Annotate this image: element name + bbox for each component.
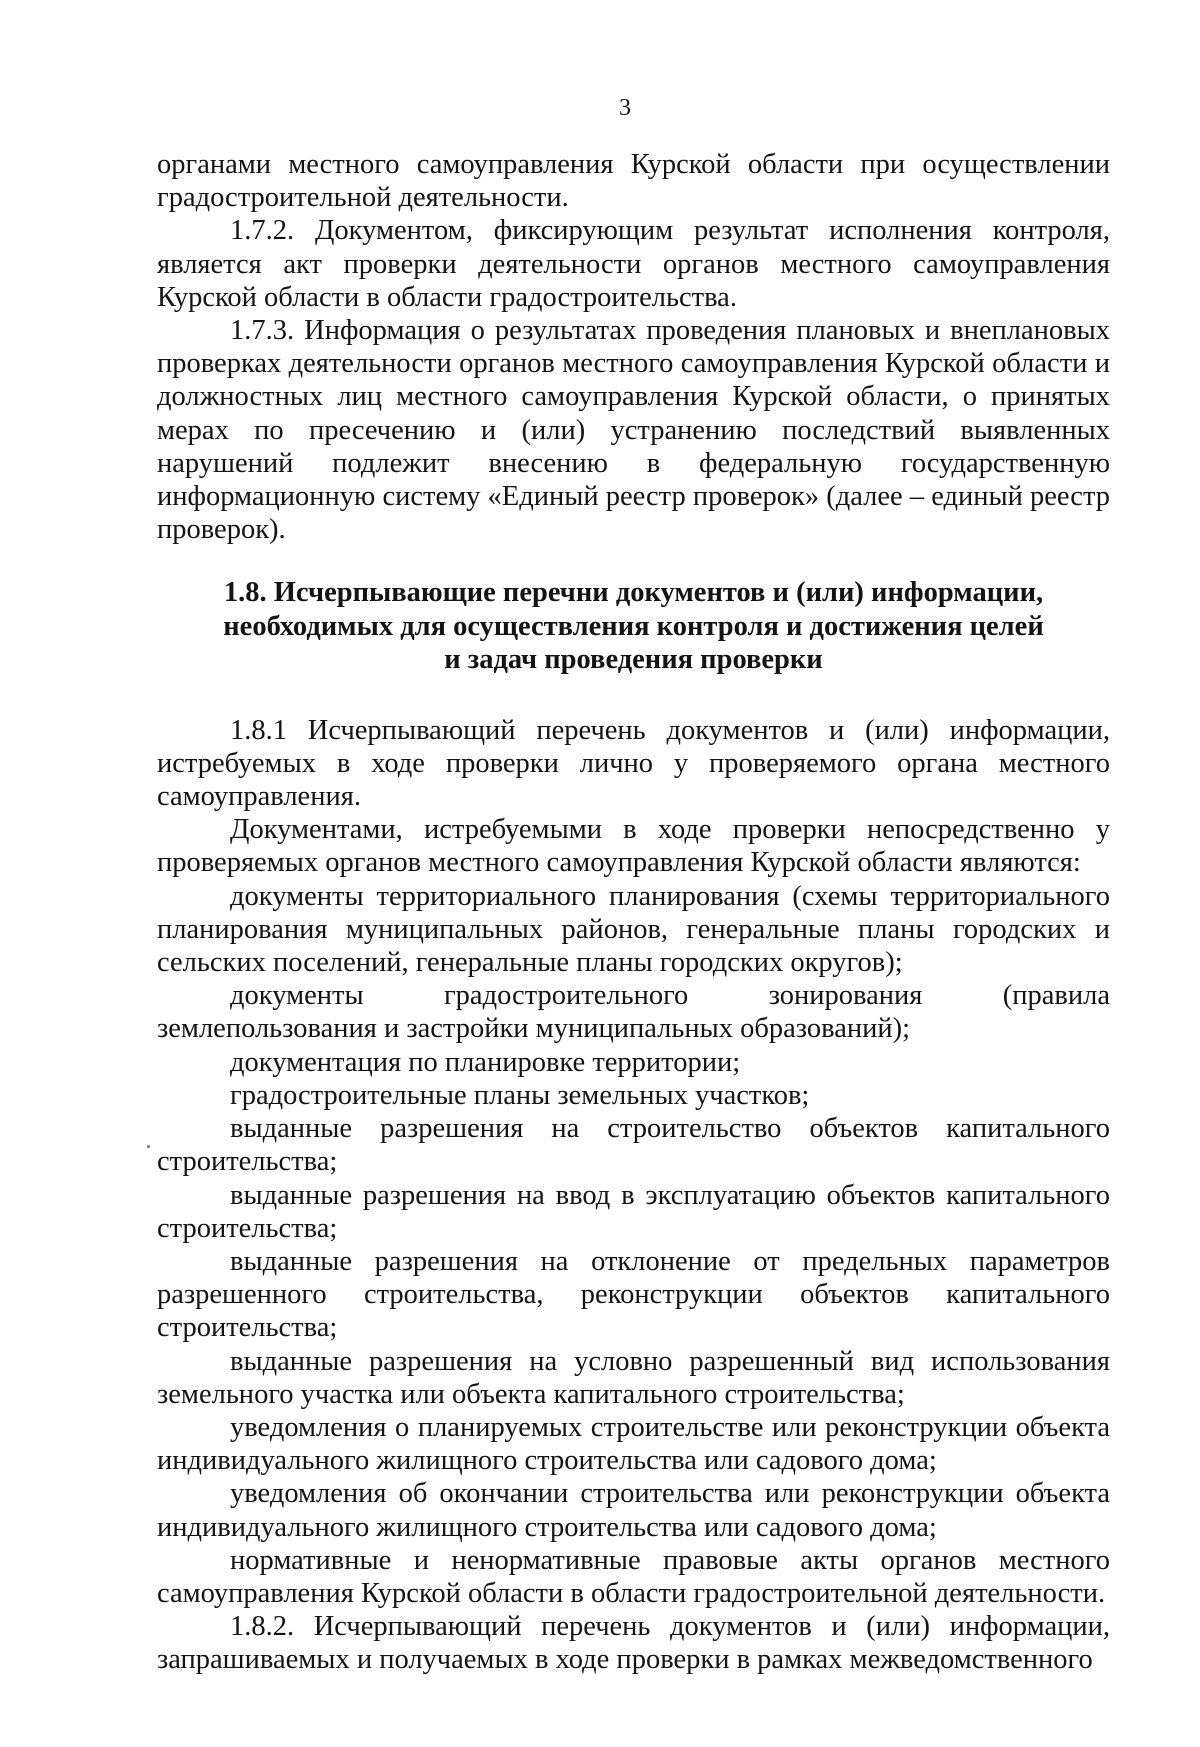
list-item-commissioning-permits: выданные разрешения на ввод в эксплуатацию объектов капитального строительства; — [157, 1179, 1110, 1244]
list-item-legal-acts: нормативные и ненормативные правовые акты органов местного самоуправления Курской области в области градостроительной деятельности. — [157, 1544, 1110, 1609]
paragraph-documents-intro: Документами, истребуемыми в ходе проверки непосредственно у проверяемых органов местного самоуправления Курской области являются: — [157, 814, 1110, 879]
section-heading-line: необходимых для осуществления контроля и достижения целей — [223, 610, 1044, 642]
paragraph-1-8-1: 1.8.1 Исчерпывающий перечень документов и (или) информации, истребуемых в ходе проверки лично у проверяемого органа местного самоуправления. — [157, 714, 1110, 813]
list-item-completion-notices: уведомления об окончании строительства или реконструкции объекта индивидуального жилищного строительства или садового дома; — [157, 1478, 1110, 1543]
section-heading-line: и задач проведения проверки — [444, 644, 823, 676]
list-item-conditional-use-permits: выданные разрешения на условно разрешенный вид использования земельного участка или объекта капитального строительства; — [157, 1345, 1110, 1410]
section-heading-1-8 — [157, 576, 1110, 676]
paragraph-1-7-2: 1.7.2. Документом, фиксирующим результат исполнения контроля, является акт проверки деятельности органов местного самоуправления Курской области в области градостроительства. — [157, 215, 1110, 313]
document-body — [157, 148, 1110, 1677]
section-heading-line: 1.8. Исчерпывающие перечни документов и (или) информации, — [223, 577, 1044, 609]
paragraph-1-8-2: 1.8.2. Исчерпывающий перечень документов и (или) информации, запрашиваемых и получаемых в ходе проверки в рамках межведомственного — [157, 1611, 1110, 1676]
list-item-construction-permits: выданные разрешения на строительство объектов капитального строительства; — [157, 1113, 1110, 1178]
list-item-planned-construction-notices: уведомления о планируемых строительстве или реконструкции объекта индивидуального жилищного строительства или садового дома; — [157, 1411, 1110, 1477]
list-item-zoning: документы градостроительного зонирования (правила землепользования и застройки муниципальных образований); — [157, 980, 1110, 1045]
paragraph-1-7-3: 1.7.3. Информация о результатах проведения плановых и внеплановых проверках деятельности органов местного самоуправления Курской области и должностных лиц местного самоуправления Курской области, о принятых мерах по пресечению и (или) устранению последствий выявленных нарушений подлежит внесению в федеральную государственную информационную систему «Единый реестр проверок» (далее – единый реестр проверок). — [157, 315, 1110, 546]
page-number: 3 — [619, 95, 631, 121]
list-item-deviation-permits: выданные разрешения на отклонение от предельных параметров разрешенного строительства, реконструкции объектов капитального строительства; — [157, 1245, 1110, 1344]
scan-speck — [147, 1145, 150, 1148]
list-item-territorial-planning: документы территориального планирования (схемы территориального планирования муниципальных районов, генеральные планы городских и сельских поселений, генеральные планы городских округов); — [157, 880, 1110, 979]
list-item-land-plot-plans: градостроительные планы земельных участков; — [230, 1079, 810, 1111]
paragraph-continuation: органами местного самоуправления Курской области при осуществлении градостроительной деятельности. — [157, 149, 1110, 214]
list-item-territory-planning-docs: документация по планировке территории; — [230, 1046, 741, 1078]
